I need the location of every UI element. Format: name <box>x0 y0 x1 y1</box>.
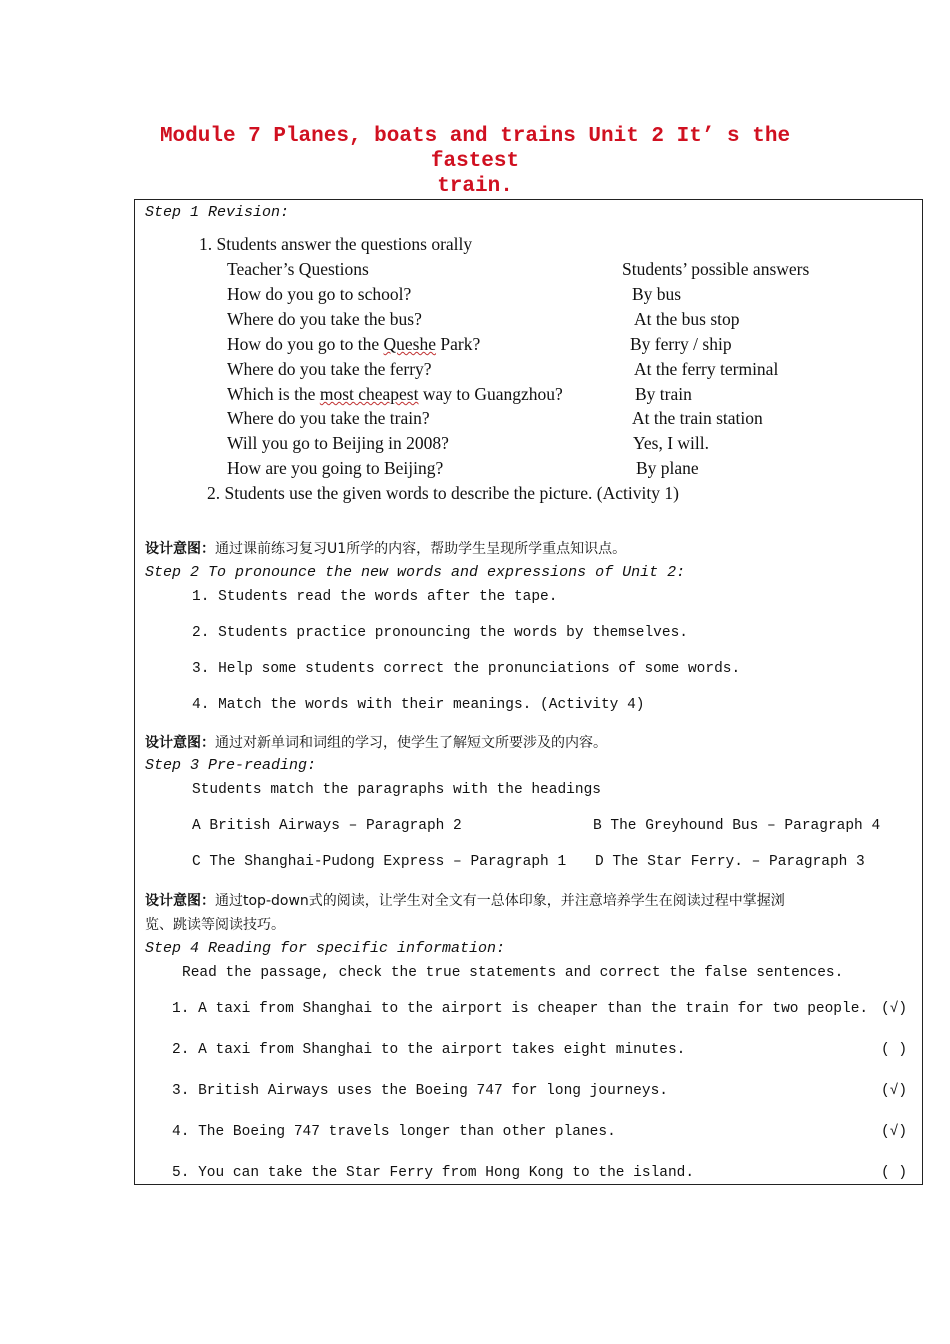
question-1: How do you go to school? <box>227 284 412 304</box>
question-7: Will you go to Beijing in 2008? <box>227 433 449 453</box>
step4-intro: Read the passage, check the true statements and correct the false sentences. <box>182 965 844 981</box>
statement-1: 1. A taxi from Shanghai to the airport is cheaper than the train for two people. <box>172 1001 869 1017</box>
design-note-3-line-2: 览、跳读等阅读技巧。 <box>145 917 285 933</box>
answer-1: By bus <box>632 284 682 304</box>
step1-item2: 2. Students use the given words to describe the picture. (Activity 1) <box>207 483 679 503</box>
answer-5: By train <box>635 384 692 404</box>
question-8: How are you going to Beijing? <box>227 458 444 478</box>
lesson-table <box>134 199 923 1185</box>
step2-item-4: 4. Match the words with their meanings. (Activity 4) <box>192 697 645 713</box>
heading-match-d: D The Star Ferry. – Paragraph 3 <box>595 854 865 870</box>
step2-item-1: 1. Students read the words after the tape. <box>192 589 558 605</box>
teacher-questions-header: Teacher’s Questions <box>227 259 369 279</box>
answer-4: At the ferry terminal <box>634 359 779 379</box>
heading-match-a: A British Airways – Paragraph 2 <box>192 818 462 834</box>
title-line-2: train. <box>437 175 513 198</box>
question-3: How do you go to the Queshe Park? <box>227 334 481 354</box>
answer-2: At the bus stop <box>634 309 740 329</box>
step2-item-2: 2. Students practice pronouncing the words by themselves. <box>192 625 688 641</box>
step1-heading: Step 1 Revision: <box>145 204 290 221</box>
step1-item1: 1. Students answer the questions orally <box>199 234 473 254</box>
question-5: Which is the most cheapest way to Guangzhou? <box>227 384 563 404</box>
question-2: Where do you take the bus? <box>227 309 422 329</box>
design-note-2: 设计意图：通过对新单词和词组的学习，使学生了解短文所要涉及的内容。 <box>145 735 607 751</box>
statement-3-mark: (√) <box>881 1083 908 1099</box>
spelling-flag: Queshe <box>383 334 437 354</box>
design-note-1: 设计意图：通过课前练习复习U1所学的内容，帮助学生呈现所学重点知识点。 <box>145 541 627 557</box>
title-line-1: Module 7 Planes, boats and trains Unit 2 It’ s the fastest <box>159 125 791 173</box>
step2-heading: Step 2 To pronounce the new words and expressions of Unit 2: <box>145 564 686 581</box>
grammar-flag: most cheapest <box>319 384 419 404</box>
document-title <box>130 124 820 199</box>
question-6: Where do you take the train? <box>227 408 430 428</box>
step3-heading: Step 3 Pre-reading: <box>145 757 317 774</box>
design-note-3-line-1: 设计意图：通过top-down式的阅读，让学生对全文有一总体印象，并注意培养学生在阅读过程中掌握浏 <box>145 893 785 909</box>
statement-2: 2. A taxi from Shanghai to the airport takes eight minutes. <box>172 1042 686 1058</box>
answer-3: By ferry / ship <box>630 334 732 354</box>
statement-5: 5. You can take the Star Ferry from Hong Kong to the island. <box>172 1165 695 1181</box>
student-answers-header: Students’ possible answers <box>622 259 810 279</box>
step2-item-3: 3. Help some students correct the pronunciations of some words. <box>192 661 741 677</box>
heading-match-c: C The Shanghai-Pudong Express – Paragraph 1 <box>192 854 567 870</box>
statement-4: 4. The Boeing 747 travels longer than other planes. <box>172 1124 616 1140</box>
statement-5-mark: ( ) <box>881 1165 908 1181</box>
statement-4-mark: (√) <box>881 1124 908 1140</box>
answer-8: By plane <box>636 458 699 478</box>
heading-match-b: B The Greyhound Bus – Paragraph 4 <box>593 818 881 834</box>
question-4: Where do you take the ferry? <box>227 359 432 379</box>
answer-6: At the train station <box>632 408 763 428</box>
statement-1-mark: (√) <box>881 1001 908 1017</box>
step4-heading: Step 4 Reading for specific information: <box>145 940 506 957</box>
statement-3: 3. British Airways uses the Boeing 747 for long journeys. <box>172 1083 668 1099</box>
answer-7: Yes, I will. <box>633 433 710 453</box>
step3-intro: Students match the paragraphs with the headings <box>192 782 601 798</box>
statement-2-mark: ( ) <box>881 1042 908 1058</box>
